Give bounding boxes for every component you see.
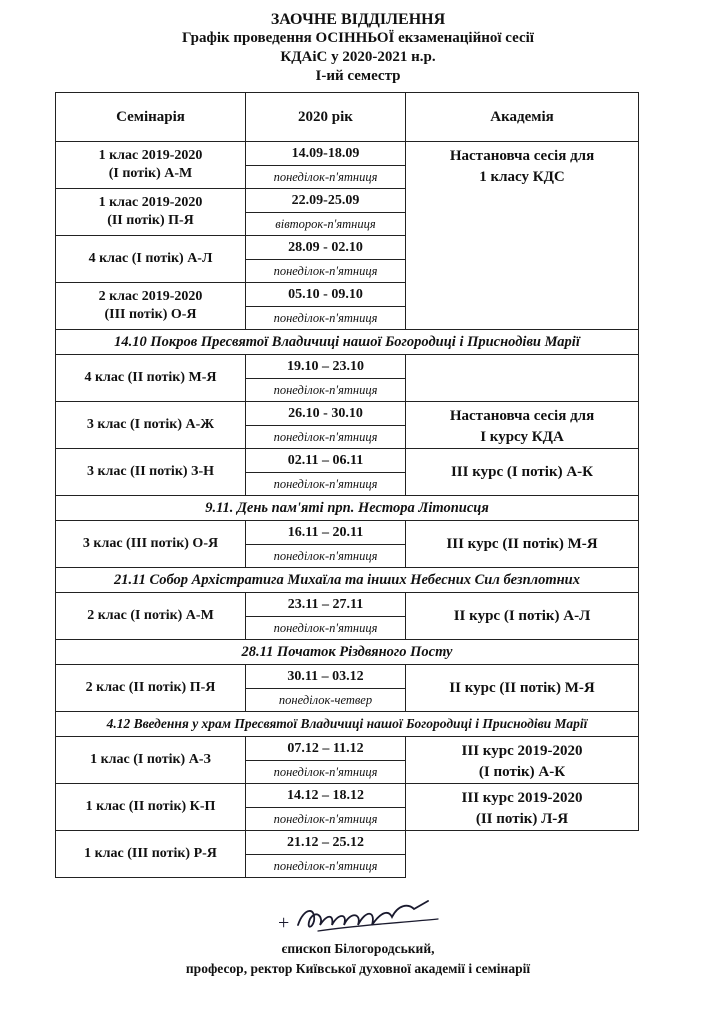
date-range: 02.11 – 06.11	[246, 449, 406, 473]
academy-cell: ІІІ курс (ІІ потік) М-Я	[406, 521, 639, 568]
academy-text: 1 класу КДС	[479, 169, 565, 185]
seminary-cell	[56, 189, 246, 236]
holiday-text: 21.11 Собор Архістратига Михаїла та інших Небесних Сил безплотних	[56, 568, 639, 593]
weekdays: понеділок-п'ятниця	[246, 379, 406, 402]
date-range: 28.09 - 02.10	[246, 236, 406, 260]
seminary-cell: 1 клас (І потік) А-З	[56, 737, 246, 784]
academy-text: ІІІ курс 2019-2020	[461, 743, 583, 759]
weekdays: понеділок-п'ятниця	[246, 617, 406, 640]
table-row	[56, 737, 639, 761]
holiday-row	[56, 496, 639, 521]
seminary-class: 2 клас 2019-2020	[98, 289, 203, 304]
seminary-cell: 4 клас (І потік) А-Л	[56, 236, 246, 283]
table-row	[56, 784, 639, 808]
holiday-row	[56, 568, 639, 593]
academy-cell-empty	[406, 355, 639, 402]
semester-label: І-ий семестр	[315, 68, 401, 84]
institution-year: КДАіС у 2020-2021 н.р.	[280, 49, 436, 65]
date-range: 30.11 – 03.12	[246, 665, 406, 689]
academy-text: (І потік) А-К	[478, 764, 566, 780]
weekdays: понеділок-п'ятниця	[246, 545, 406, 568]
seminary-cell: 1 клас (ІІІ потік) Р-Я	[56, 831, 246, 878]
academy-text: Настановча сесія для	[449, 408, 595, 424]
weekdays: понеділок-п'ятниця	[246, 808, 406, 831]
date-range: 22.09-25.09	[246, 189, 406, 213]
table-row	[56, 665, 639, 689]
date-range: 14.09-18.09	[246, 142, 406, 166]
academy-text: Настановча сесія для	[449, 148, 595, 164]
date-range: 14.12 – 18.12	[246, 784, 406, 808]
signatory-title: єпископ Білогородський,	[281, 941, 435, 956]
holiday-text: 28.11 Початок Різдвяного Посту	[56, 640, 639, 665]
seminary-cell: 2 клас (І потік) А-М	[56, 593, 246, 640]
schedule-title: Графік проведення ОСІННЬОЇ екзаменаційної сесії	[182, 30, 534, 46]
academy-cell	[406, 142, 639, 330]
column-header-seminary: Семінарія	[56, 93, 246, 142]
table-row	[56, 521, 639, 545]
academy-cell	[406, 784, 639, 831]
weekdays: понеділок-четвер	[246, 689, 406, 712]
seminary-stream: (І потік) А-М	[108, 166, 193, 181]
date-range: 05.10 - 09.10	[246, 283, 406, 307]
weekdays: понеділок-п'ятниця	[246, 307, 406, 330]
seminary-stream: (ІІІ потік) О-Я	[104, 307, 197, 322]
seminary-class: 1 клас 2019-2020	[98, 148, 203, 163]
signatory-position: професор, ректор Київської духовної академії і семінарії	[185, 961, 531, 976]
department-title: ЗАОЧНЕ ВІДДІЛЕННЯ	[270, 11, 446, 28]
seminary-cell: 3 клас (І потік) А-Ж	[56, 402, 246, 449]
column-header-year: 2020 рік	[246, 93, 406, 142]
holiday-row	[56, 640, 639, 665]
academy-cell: ІІ курс (ІІ потік) М-Я	[406, 665, 639, 712]
exam-schedule-table	[55, 92, 639, 878]
weekdays: вівторок-п'ятниця	[246, 213, 406, 236]
holiday-text: 4.12 Введення у храм Пресвятої Владичиці нашої Богородиці і Приснодіви Марії	[56, 712, 639, 737]
date-range: 07.12 – 11.12	[246, 737, 406, 761]
seminary-cell: 3 клас (ІІ потік) З-Н	[56, 449, 246, 496]
signature-block	[0, 895, 716, 979]
seminary-cell: 4 клас (ІІ потік) М-Я	[56, 355, 246, 402]
table-row	[56, 593, 639, 617]
date-range: 19.10 – 23.10	[246, 355, 406, 379]
academy-cell-empty	[406, 831, 639, 878]
handwritten-signature	[258, 895, 458, 939]
weekdays: понеділок-п'ятниця	[246, 761, 406, 784]
weekdays: понеділок-п'ятниця	[246, 473, 406, 496]
academy-text: ІІІ курс 2019-2020	[461, 790, 583, 806]
academy-cell	[406, 737, 639, 784]
seminary-cell	[56, 283, 246, 330]
weekdays: понеділок-п'ятниця	[246, 260, 406, 283]
seminary-cell: 2 клас (ІІ потік) П-Я	[56, 665, 246, 712]
date-range: 21.12 – 25.12	[246, 831, 406, 855]
table-header-row	[56, 93, 639, 142]
cross-mark: +	[278, 912, 290, 934]
holiday-text: 14.10 Покров Пресвятої Владичиці нашої Богородиці і Приснодіви Марії	[56, 330, 639, 355]
table-row	[56, 142, 639, 166]
date-range: 23.11 – 27.11	[246, 593, 406, 617]
table-row	[56, 402, 639, 426]
holiday-text: 9.11. День пам'яті прп. Нестора Літописця	[56, 496, 639, 521]
seminary-cell: 1 клас (ІІ потік) К-П	[56, 784, 246, 831]
date-range: 26.10 - 30.10	[246, 402, 406, 426]
seminary-cell	[56, 142, 246, 189]
seminary-cell: 3 клас (ІІІ потік) О-Я	[56, 521, 246, 568]
academy-text: (ІІ потік) Л-Я	[475, 811, 569, 827]
weekdays: понеділок-п'ятниця	[246, 855, 406, 878]
table-row	[56, 355, 639, 379]
seminary-stream: (ІІ потік) П-Я	[107, 213, 194, 228]
document-header	[0, 10, 716, 86]
table-row	[56, 831, 639, 855]
seminary-class: 1 клас 2019-2020	[98, 195, 203, 210]
holiday-row	[56, 712, 639, 737]
academy-cell: ІІІ курс (І потік) А-К	[406, 449, 639, 496]
weekdays: понеділок-п'ятниця	[246, 166, 406, 189]
date-range: 16.11 – 20.11	[246, 521, 406, 545]
academy-cell: ІІ курс (І потік) А-Л	[406, 593, 639, 640]
academy-cell	[406, 402, 639, 449]
column-header-academy: Академія	[406, 93, 639, 142]
table-row	[56, 449, 639, 473]
weekdays: понеділок-п'ятниця	[246, 426, 406, 449]
academy-text: І курсу КДА	[480, 429, 564, 445]
holiday-row	[56, 330, 639, 355]
